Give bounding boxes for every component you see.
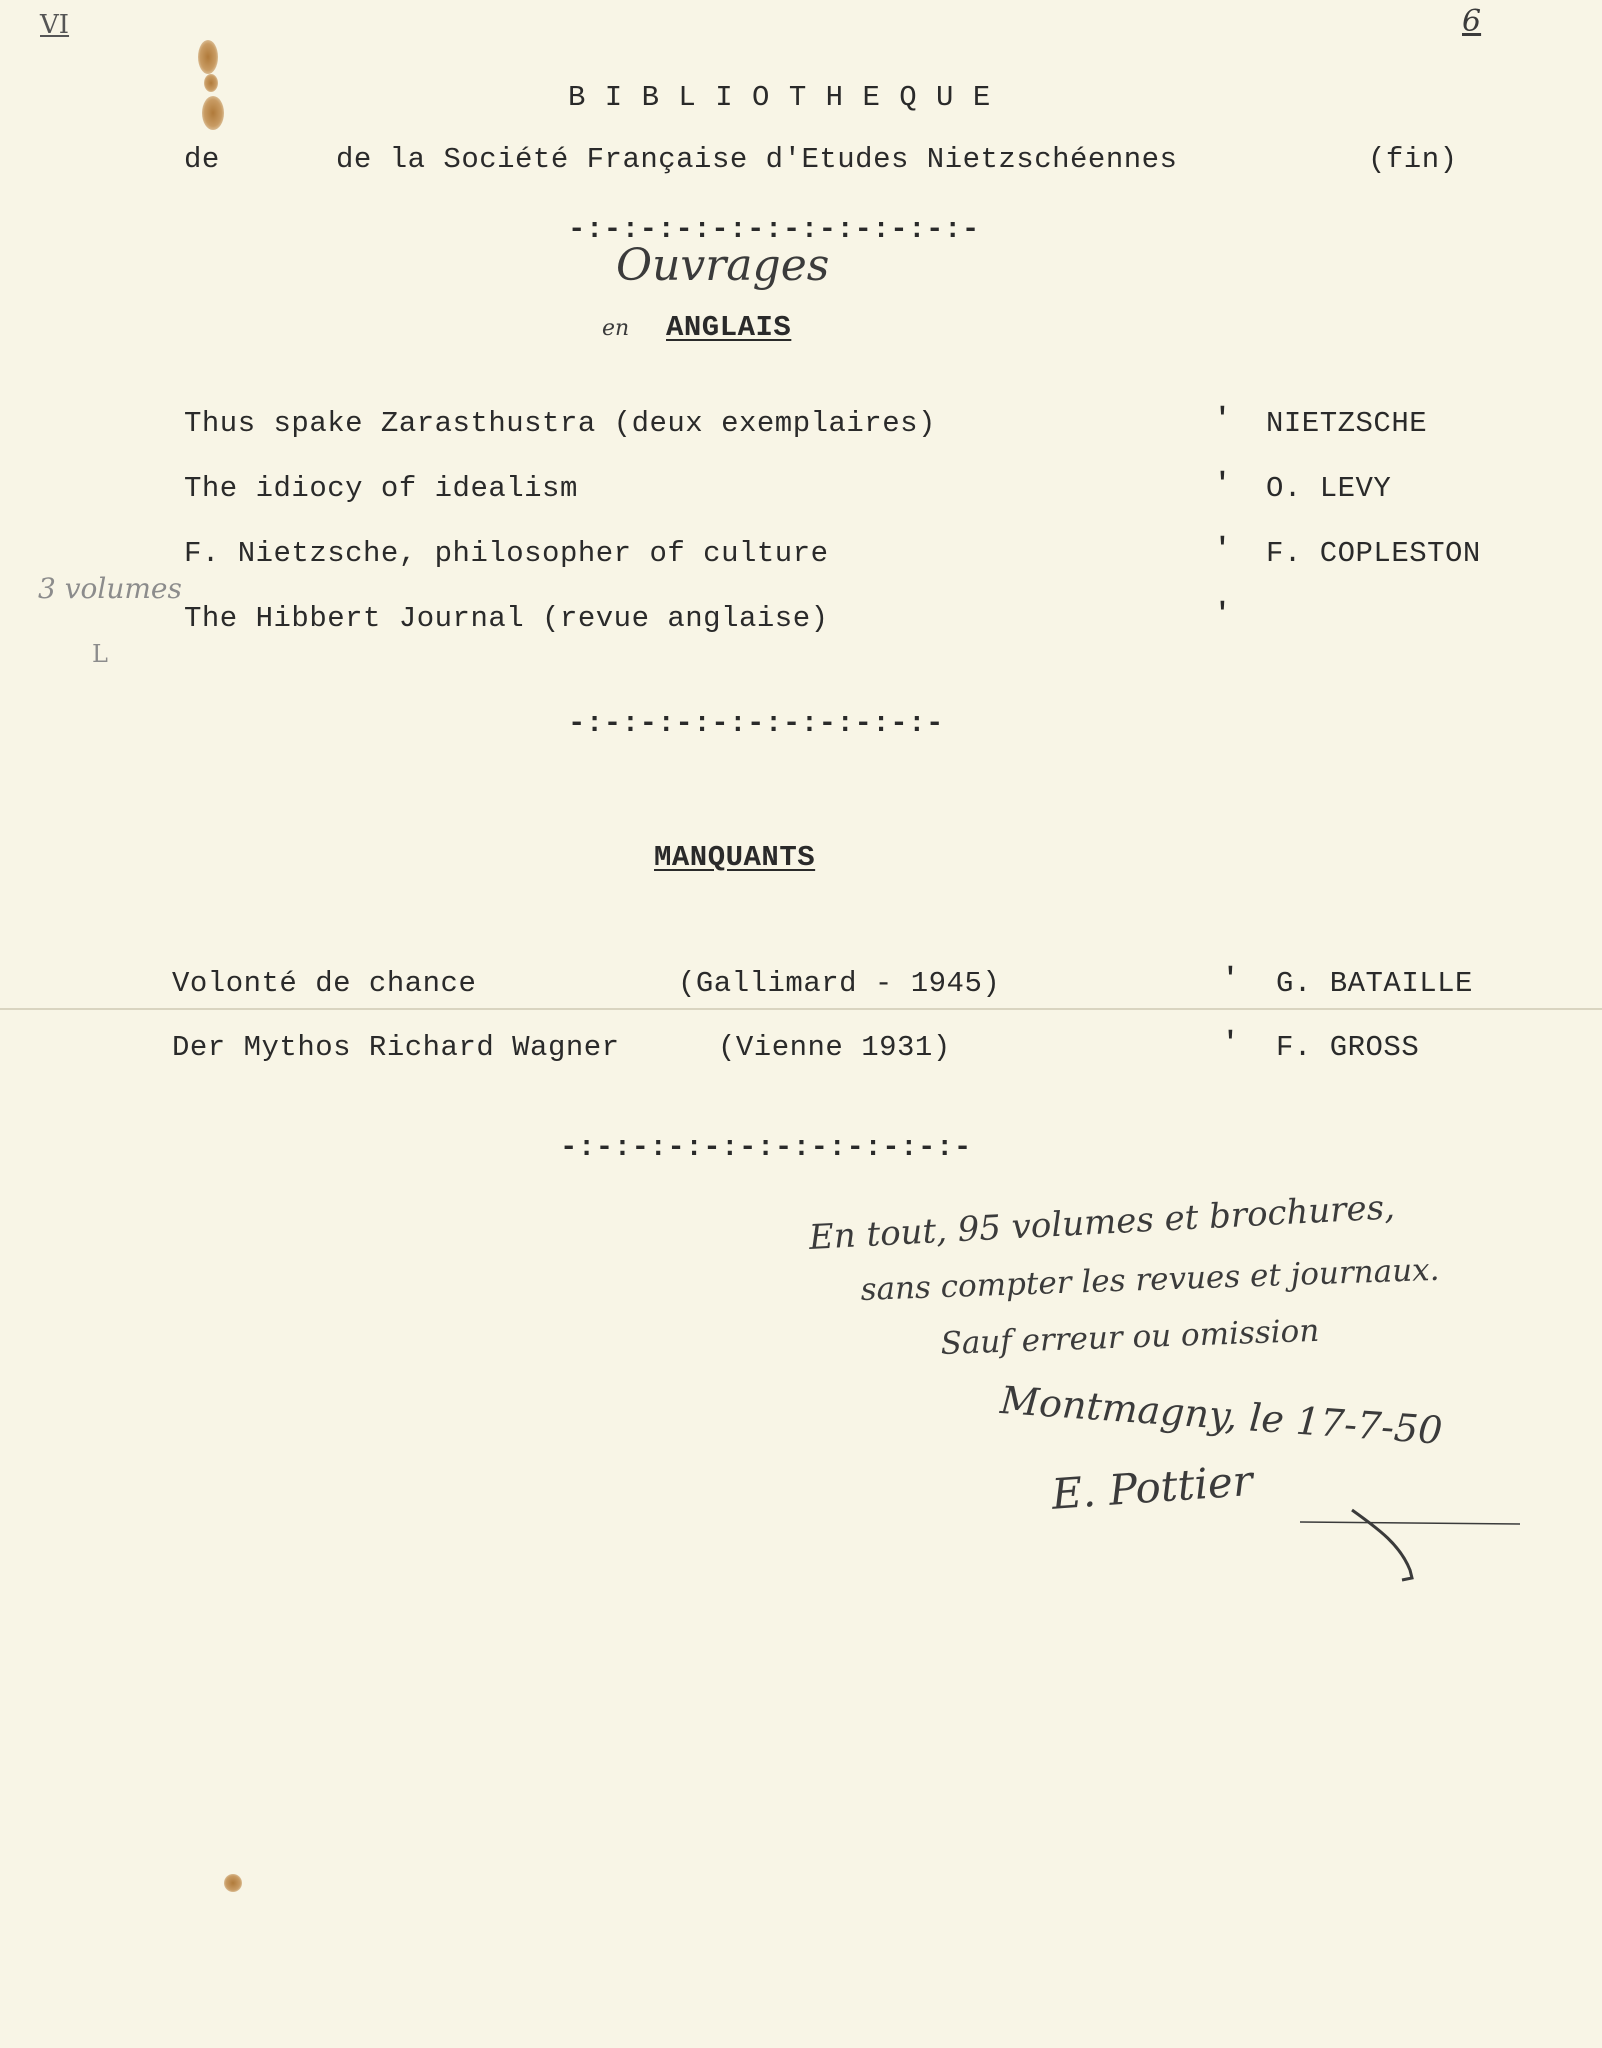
pencil-margin-mark: L [92,640,108,668]
list-item-author: F. GROSS [1276,1031,1420,1064]
handwritten-annotation: en [602,316,630,341]
section-heading-english: ANGLAIS [666,311,792,344]
document-title: B I B L I O T H E Q U E [568,81,992,114]
list-item-publisher: (Vienne 1931) [718,1031,951,1064]
stain-mark [224,1874,242,1892]
list-item-title: Der Mythos Richard Wagner [172,1031,620,1064]
section-heading-missing: MANQUANTS [654,841,816,874]
document-subtitle: de la Société Française d'Etudes Nietzschéennes [336,143,1178,176]
list-item-separator: ' [1214,404,1231,435]
margin-mark-top-right: 6 [1462,4,1482,39]
list-item-separator: ' [1222,1028,1239,1059]
separator-line: -:-:-:-:-:-:-:-:-:-:-:- [568,213,980,246]
handwritten-date-line: Montmagny, le 17-7-50 [998,1378,1444,1453]
list-item-publisher: (Gallimard - 1945) [678,967,1001,1000]
list-item-separator: ' [1214,534,1231,565]
handwritten-note-line: sans compter les revues et journaux. [860,1251,1441,1308]
list-item-author: G. BATAILLE [1276,967,1473,1000]
header-suffix: (fin) [1368,143,1458,176]
list-item-author: O. LEVY [1266,472,1392,505]
stain-mark [202,96,224,130]
stain-mark [198,40,218,74]
handwritten-signature: E. Pottier [1050,1455,1255,1519]
pencil-margin-note: 3 volumes [38,572,182,605]
stain-mark [204,74,218,92]
handwritten-note-line: Sauf erreur ou omission [940,1312,1320,1362]
list-item-title: F. Nietzsche, philosopher of culture [184,537,829,570]
list-item-title: The Hibbert Journal (revue anglaise) [184,602,829,635]
list-item-author: F. COPLESTON [1266,537,1481,570]
separator-line: -:-:-:-:-:-:-:-:-:-:-:- [560,1131,972,1164]
margin-mark-top-left: VI [40,10,70,40]
list-item-title: The idiocy of idealism [184,472,578,505]
handwritten-annotation: Ouvrages [616,240,830,291]
page-fold-line [0,1008,1602,1010]
list-item-author: NIETZSCHE [1266,407,1428,440]
list-item-separator: ' [1222,964,1239,995]
list-item-separator: ' [1214,599,1231,630]
handwritten-note-line: En tout, 95 volumes et brochures, [808,1187,1396,1258]
list-item-separator: ' [1214,469,1231,500]
list-item-title: Volonté de chance [172,967,477,1000]
header-prefix: de [184,143,220,176]
separator-line: -:-:-:-:-:-:-:-:-:-:- [568,707,944,740]
list-item-title: Thus spake Zarasthustra (deux exemplaires) [184,407,936,440]
